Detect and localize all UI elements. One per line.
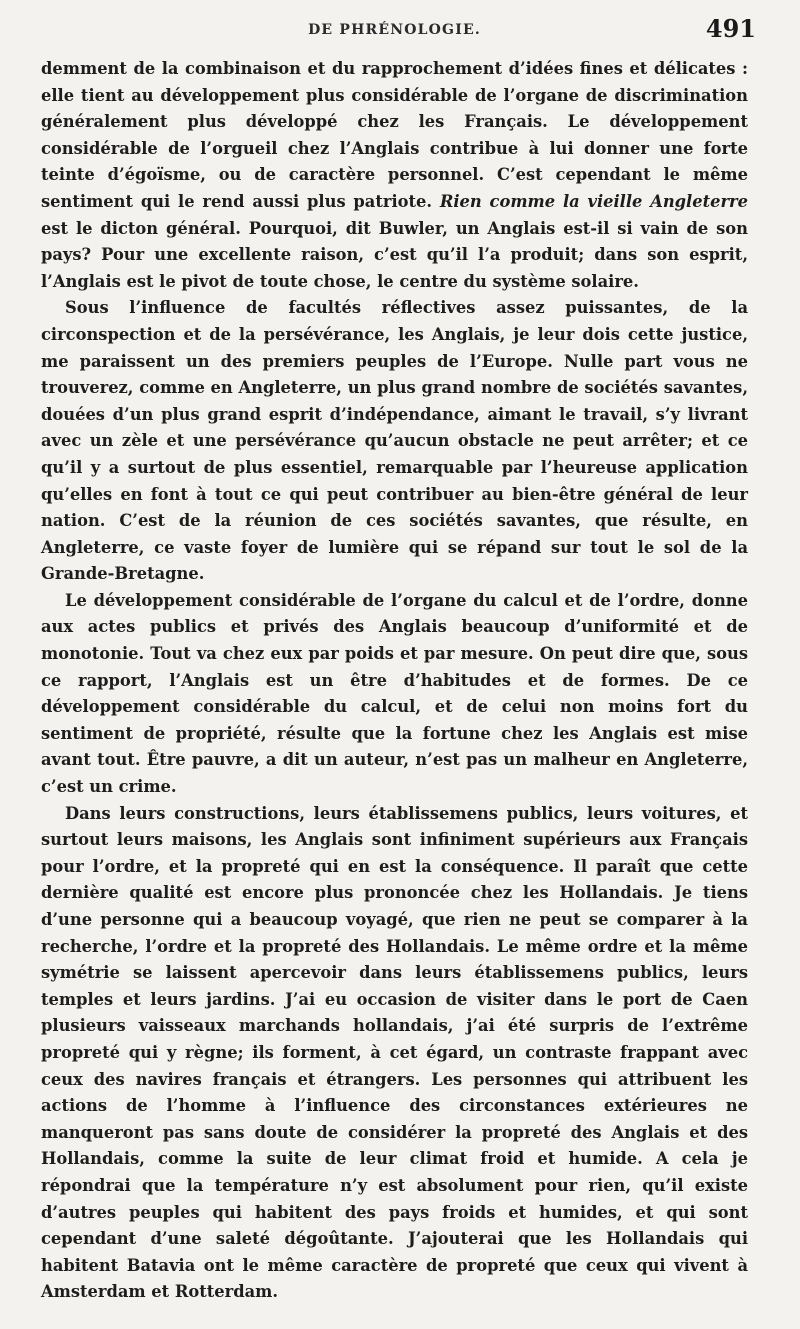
running-title: DE PHRÉNOLOGIE. <box>308 22 481 38</box>
paragraph-1 <box>41 56 748 295</box>
text-segment: est le dicton général. Pourquoi, dit Buwler, un Anglais est-il si vain de son pays? Pour une excellente raison, c’est qu’il l’a produit; dans son esprit, l’Anglais est le pivot de toute chose, le centre du système solaire. <box>41 218 748 291</box>
text-segment: demment de la combinaison et du rapprochement d’idées fines et délicates : elle tient au développement plus considérable de l’organe de discrimination généralement plus développé chez les Français. Le développement considérable de l’orgueil chez l’Anglais contribue à lui donner une forte teinte d’égoïsme, ou de caractère personnel. C’est cependant le même sentiment qui le rend aussi plus patriote. <box>41 59 748 211</box>
italic-phrase: Rien comme la vieille Angleterre <box>439 191 748 211</box>
paragraph-4 <box>41 801 748 1306</box>
page-header <box>41 0 756 56</box>
page-number: 491 <box>705 14 756 43</box>
body-text <box>41 56 748 1306</box>
text-segment: Dans leurs constructions, leurs établissemens publics, leurs voitures, et surtout leurs maisons, les Anglais sont infiniment supérieurs aux Français pour l’ordre, et la propreté qui en est la conséquence. Il paraît que cette dernière qualité est encore plus prononcée chez les Hollandais. Je tiens d’une personne qui a beaucoup voyagé, que rien ne peut se comparer à la recherche, l’ordre et la propreté des Hollandais. Le même ordre et la même symétrie se laissent apercevoir dans leurs établissemens publics, leurs temples et leurs jardins. J’ai eu occasion de visiter dans le port de Caen plusieurs vaisseaux marchands hollandais, j’ai été surpris de l’extrême propreté qui y règne; ils forment, à cet égard, un contraste frappant avec ceux des navires français et étrangers. Les personnes qui attribuent les actions de l’homme à l’influence des circonstances extérieures ne manqueront pas sans doute de considérer la propreté des Anglais et des Hollandais, comme la suite de leur climat froid et humide. A cela je répondrai que la température n’y est absolument pour rien, qu’il existe d’autres peuples qui habitent des pays froids et humides, et qui sont cependant d’une saleté dégoûtante. J’ajouterai que les Hollandais qui habitent Batavia ont le même caractère de propreté que ceux qui vivent à Amsterdam et Rotterdam. <box>41 803 748 1302</box>
paragraph-2 <box>41 295 748 588</box>
text-segment: Sous l’influence de facultés réflectives assez puissantes, de la circonspection et de la persévérance, les Anglais, je leur dois cette justice, me paraissent un des premiers peuples de l’Europe. Nulle part vous ne trouverez, comme en Angleterre, un plus grand nombre de sociétés savantes, douées d’un plus grand esprit d’indépendance, aimant le travail, s’y livrant avec un zèle et une persévérance qu’aucun obstacle ne peut arrêter; et ce qu’il y a surtout de plus essentiel, remarquable par l’heureuse application qu’elles en font à tout ce qui peut contribuer au bien-être général de leur nation. C’est de la réunion de ces sociétés savantes, que résulte, en Angleterre, ce vaste foyer de lumière qui se répand sur tout le sol de la Grande-Bretagne. <box>41 298 748 584</box>
text-segment: Le développement considérable de l’organe du calcul et de l’ordre, donne aux actes publics et privés des Anglais beaucoup d’uniformité et de monotonie. Tout va chez eux par poids et par mesure. On peut dire que, sous ce rapport, l’Anglais est un être d’habitudes et de formes. De ce développement considérable du calcul, et de celui non moins fort du sentiment de propriété, résulte que la fortune chez les Anglais est mise avant tout. Être pauvre, a dit un auteur, n’est pas un malheur en Angleterre, c’est un crime. <box>41 590 748 797</box>
paragraph-3 <box>41 588 748 801</box>
